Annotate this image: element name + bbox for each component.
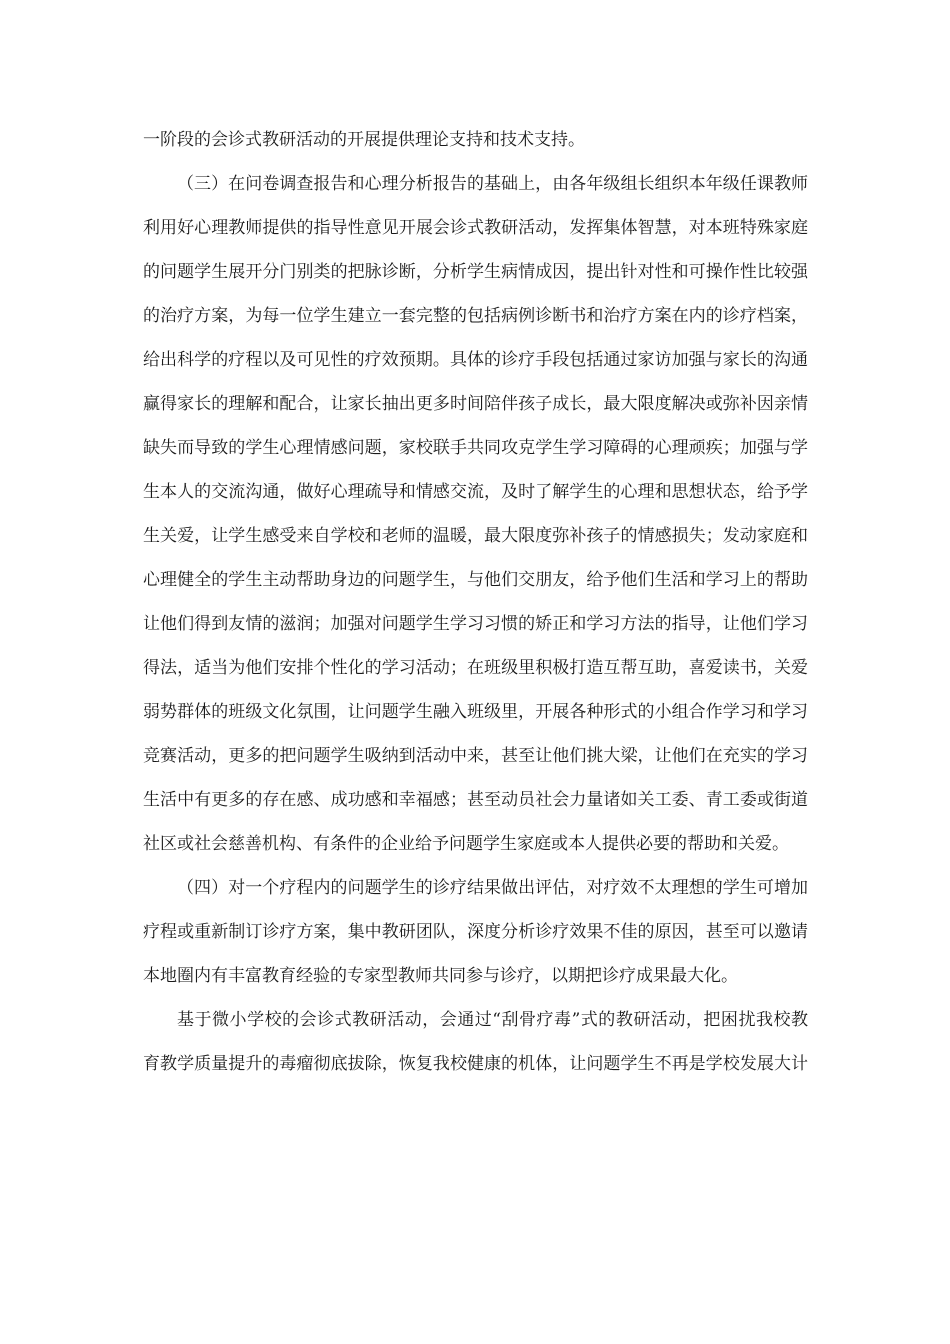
text-line: 心理健全的学生主动帮助身边的问题学生，与他们交朋友，给予他们生活和学习上的帮助 bbox=[143, 570, 808, 590]
text-line: 的治疗方案，为每一位学生建立一套完整的包括病例诊断书和治疗方案在内的诊疗档案， bbox=[143, 306, 808, 326]
text-line: 缺失而导致的学生心理情感问题，家校联手共同攻克学生学习障碍的心理顽疾；加强与学 bbox=[143, 438, 808, 458]
text-line: 生活中有更多的存在感、成功感和幸福感；甚至动员社会力量诸如关工委、青工委或街道 bbox=[143, 790, 808, 810]
text-line: 赢得家长的理解和配合，让家长抽出更多时间陪伴孩子成长，最大限度解决或弥补因亲情 bbox=[143, 394, 808, 414]
text-line: 让他们得到友情的滋润；加强对问题学生学习习惯的矫正和学习方法的指导，让他们学习 bbox=[143, 614, 808, 634]
text-line: 一阶段的会诊式教研活动的开展提供理论支持和技术支持。 bbox=[143, 130, 585, 150]
text-line: 疗程或重新制订诊疗方案，集中教研团队，深度分析诊疗效果不佳的原因，甚至可以邀请 bbox=[143, 922, 808, 942]
text-line: 生本人的交流沟通，做好心理疏导和情感交流，及时了解学生的心理和思想状态，给予学 bbox=[143, 482, 808, 502]
text-line: 生关爱，让学生感受来自学校和老师的温暖，最大限度弥补孩子的情感损失；发动家庭和 bbox=[143, 526, 808, 546]
text-line: 竞赛活动，更多的把问题学生吸纳到活动中来，甚至让他们挑大梁，让他们在充实的学习 bbox=[143, 746, 808, 766]
text-line: 得法，适当为他们安排个性化的学习活动；在班级里积极打造互帮互助，喜爱读书，关爱 bbox=[143, 658, 808, 678]
text-line: 利用好心理教师提供的指导性意见开展会诊式教研活动，发挥集体智慧，对本班特殊家庭 bbox=[143, 218, 808, 238]
text-line: 弱势群体的班级文化氛围，让问题学生融入班级里，开展各种形式的小组合作学习和学习 bbox=[143, 702, 808, 722]
text-line: 社区或社会慈善机构、有条件的企业给予问题学生家庭或本人提供必要的帮助和关爱。 bbox=[143, 834, 789, 854]
paragraph-start-line: 基于微小学校的会诊式教研活动，会通过“刮骨疗毒”式的教研活动，把困扰我校教 bbox=[177, 1010, 808, 1030]
text-line: 的问题学生展开分门别类的把脉诊断，分析学生病情成因，提出针对性和可操作性比较强 bbox=[143, 262, 808, 282]
text-line: 育教学质量提升的毒瘤彻底拔除，恢复我校健康的机体，让问题学生不再是学校发展大计 bbox=[143, 1054, 808, 1074]
text-line: 本地圈内有丰富教育经验的专家型教师共同参与诊疗，以期把诊疗成果最大化。 bbox=[143, 966, 738, 986]
paragraph-start-line: （三）在问卷调查报告和心理分析报告的基础上，由各年级组长组织本年级任课教师 bbox=[177, 174, 808, 194]
text-line: 给出科学的疗程以及可见性的疗效预期。具体的诊疗手段包括通过家访加强与家长的沟通 bbox=[143, 350, 808, 370]
paragraph-start-line: （四）对一个疗程内的问题学生的诊疗结果做出评估，对疗效不太理想的学生可增加 bbox=[177, 878, 808, 898]
